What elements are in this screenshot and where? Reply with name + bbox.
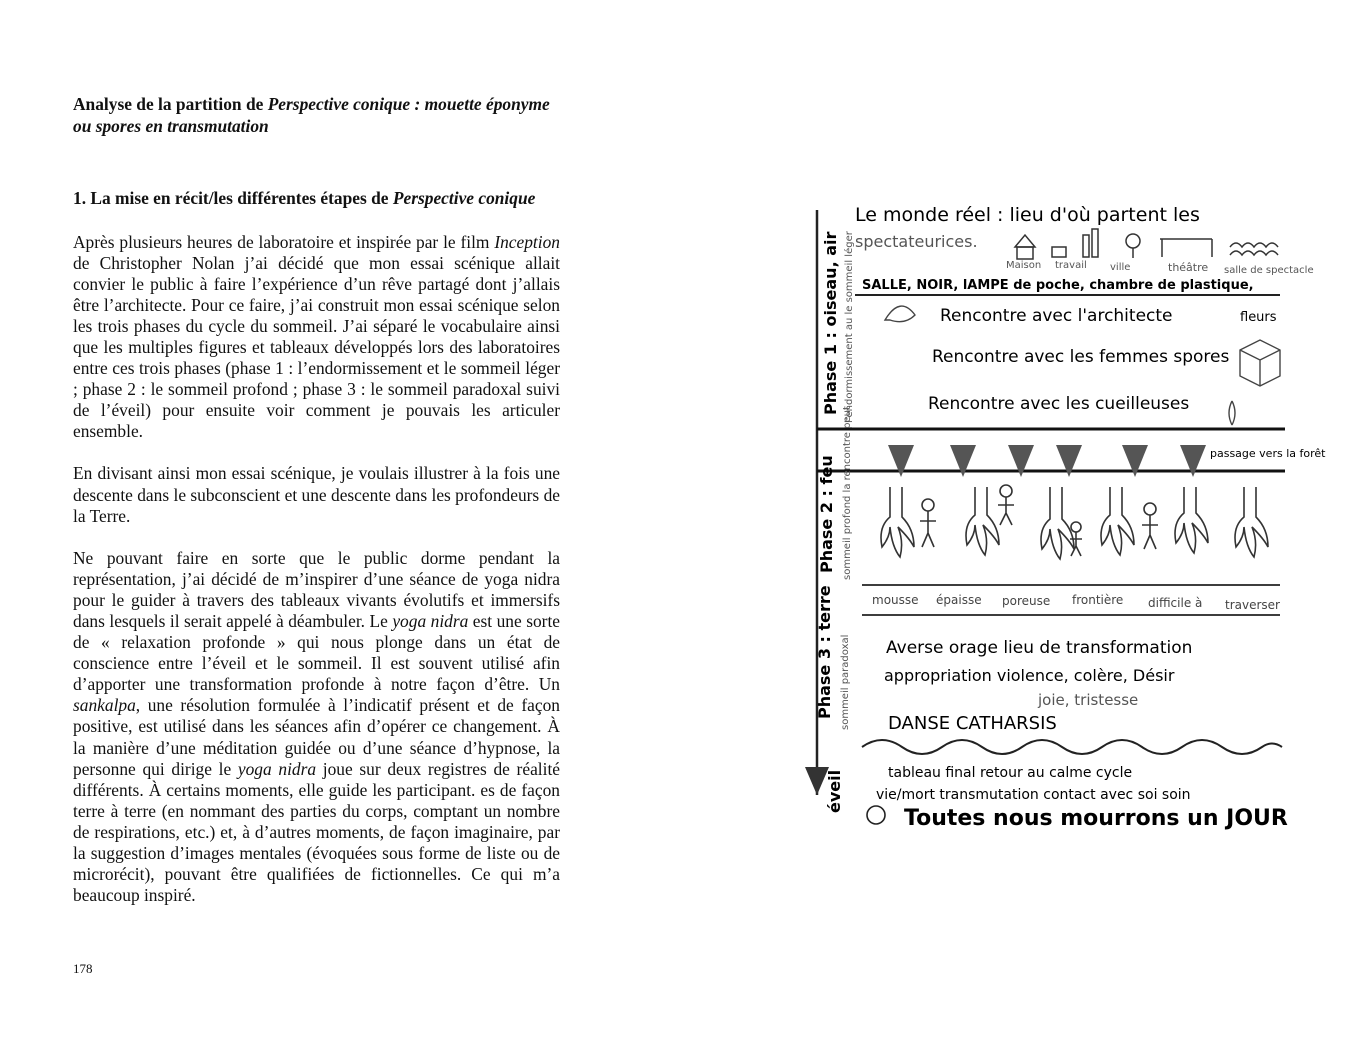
flower-icon — [1229, 401, 1235, 425]
phase1-fleurs: fleurs — [1240, 310, 1277, 325]
rencontre-2: Rencontre avec les femmes spores — [932, 347, 1230, 367]
truck-icon — [1052, 247, 1066, 257]
page-number: 178 — [73, 961, 93, 976]
final-line-2: vie/mort transmutation contact avec soi soin — [876, 787, 1191, 803]
rencontre-3: Rencontre avec les cueilleuses — [928, 394, 1190, 414]
phase1-header-line: SALLE, NOIR, lAMPE de poche, chambre de plastique, — [862, 278, 1254, 293]
bird-icon — [885, 306, 915, 322]
page-title — [73, 94, 560, 137]
city-tower-icon — [1092, 229, 1098, 257]
closing-line: Toutes nous mourrons un JOUR — [904, 806, 1288, 831]
passage-label: passage vers la forêt — [1210, 447, 1326, 460]
section-heading-emphasis: Perspective conique — [392, 188, 536, 208]
place-label-salle: salle de spectacle — [1224, 265, 1314, 276]
person-body-icon-4 — [1142, 515, 1158, 549]
place-label-theatre: théâtre — [1168, 261, 1209, 274]
cube-edges-icon — [1240, 350, 1280, 386]
phase3-word-epaisse: épaisse — [936, 593, 982, 607]
tree-icon — [1126, 234, 1140, 248]
hand-tree-icon-2 — [966, 487, 999, 555]
place-icons — [1015, 229, 1278, 259]
paragraph-3-italic-a: yoga nidra — [392, 611, 469, 631]
person-icon-3 — [1071, 522, 1081, 532]
audience-icon — [1230, 243, 1278, 255]
paragraph-1-text-a: Après plusieurs heures de laboratoire et inspirée par le film — [73, 231, 495, 252]
phase3-sublabel: sommeil paradoxal — [840, 634, 851, 730]
place-label-ville: ville — [1110, 262, 1131, 273]
paragraph-3-italic-b: sankalpa — [73, 695, 136, 716]
paragraph-3-text-c: , une résolution formulée à l’indicatif présent et de façon positive, est utilisé dans les séances afin d’opérer ce changement. À la manière d’une méditation guidée ou d’une séance d’hypnose, la personne qui dirige le — [73, 695, 560, 779]
phase1-sublabel: l'endormissement au le sommeil léger — [844, 231, 855, 423]
person-body-icon-2 — [998, 497, 1014, 525]
house-body-icon — [1017, 247, 1033, 259]
eveil-label: éveil — [825, 769, 844, 813]
paragraph-3-italic-c: yoga nidra — [237, 758, 317, 779]
section-heading — [73, 188, 560, 210]
phase3-word-difficile: difficile à — [1148, 596, 1203, 610]
paragraph-3 — [73, 548, 560, 907]
paragraph-3-text-d: joue sur deux registres de réalité différents. À certains moments, elle guide les participant. es de façon terre à terre (en nommant des parties du corps, comptant un nombre de respirations, etc.) et, à d’autres moments, de façon imaginaire, par la suggestion d’images mentales (évoquées sous forme de liste ou de microrécit), pouvant être qualifiées de fictionnelles. Ce qui m’a beaucoup inspiré. — [73, 758, 560, 906]
hand-drawn-figure — [800, 195, 1326, 845]
paragraph-1-italic: Inception — [494, 231, 560, 252]
place-label-maison: Maison — [1006, 260, 1042, 271]
phase1-label: Phase 1 : oiseau, air — [821, 231, 840, 415]
left-page — [73, 94, 560, 927]
phase3-word-frontiere: frontière — [1072, 593, 1124, 607]
figure-canvas — [800, 195, 1326, 845]
rencontre-1: Rencontre avec l'architecte — [940, 306, 1173, 326]
hand-tree-icon-4 — [1101, 487, 1134, 555]
paragraph-1-text-b: de Christopher Nolan j’ai décidé que mon essai scénique allait convier le public à faire l’expérience d’un rêve partagé dont j’allais être l’architecte. Pour ce faire, j’ai construit mon essai scénique selon les trois phases du cycle du sommeil. J’ai séparé le vocabulaire ainsi que les multiples figures et tableaux développés lors des laboratoires entre ces trois phases (phase 1 : l’endormissement et le sommeil léger ; phase 2 : le sommeil profond ; phase 3 : le sommeil paradoxal suivi de l’éveil) pour ensuite voir comment je pouvais les articuler ensemble. — [73, 252, 560, 442]
place-label-travail: travail — [1055, 260, 1087, 271]
wave-line — [862, 740, 1282, 754]
person-body-icon — [920, 511, 936, 547]
hand-tree-icon-5 — [1175, 487, 1208, 553]
title-prefix: Analyse de la partition de — [73, 94, 268, 114]
phase3-line-1: Averse orage lieu de transformation — [886, 638, 1193, 658]
phase3-line-3: joie, tristesse — [1038, 691, 1139, 709]
paragraph-2: En divisant ainsi mon essai scénique, je voulais illustrer à la fois une descente dans le subconscient et une descente dans les profondeurs de la Terre. — [73, 463, 560, 526]
city-icon — [1083, 235, 1089, 257]
paragraph-3-text-b: est une sorte de « relaxation profonde » qui nous plonge dans un état de conscience entre l’éveil et le sommeil. Il est souvent utilisé afin d’apporter une transformation profonde à notre façon d’être. Un — [73, 611, 560, 695]
person-icon-2 — [1000, 485, 1012, 497]
section-heading-prefix: 1. La mise en récit/les différentes étapes de — [73, 188, 393, 208]
paragraph-1 — [73, 232, 560, 443]
phase3-word-poreuse: poreuse — [1002, 594, 1051, 608]
phase3-line-4: DANSE CATHARSIS — [888, 713, 1057, 734]
hand-tree-icon — [881, 487, 914, 557]
title-emphasis: Perspective conique : mouette éponyme ou spores en transmutation — [73, 94, 550, 136]
phase3-label: Phase 3 : terre — [815, 585, 834, 719]
phase2-sublabel: sommeil profond la rencontre peut — [842, 406, 853, 580]
phase3-word-mousse: mousse — [872, 593, 919, 607]
hand-tree-icon-3 — [1041, 487, 1074, 559]
house-icon — [1015, 235, 1035, 247]
figure-top-line-1: Le monde réel : lieu d'où partent les — [855, 204, 1200, 226]
phase2-figures — [881, 485, 1268, 559]
figure-top-line-2: spectateurices. — [855, 232, 978, 251]
phase3-word-traverser: traverser — [1225, 598, 1280, 612]
face-icon — [867, 806, 885, 824]
hand-tree-icon-6 — [1235, 487, 1268, 557]
person-icon-4 — [1144, 503, 1156, 515]
final-line-1: tableau final retour au calme cycle — [888, 765, 1133, 781]
phase3-line-2: appropriation violence, colère, Désir — [884, 666, 1175, 685]
person-icon — [922, 499, 934, 511]
phase2-label: Phase 2 : feu — [817, 455, 836, 573]
paragraph-3-text-a: Ne pouvant faire en sorte que le public dorme pendant la représentation, j’ai décidé de m’inspirer d’une séance de yoga nidra pour le guider à travers des tableaux vivants évolutifs et immersifs dans lesquels il serait appelé à déambuler. Le — [73, 547, 560, 631]
